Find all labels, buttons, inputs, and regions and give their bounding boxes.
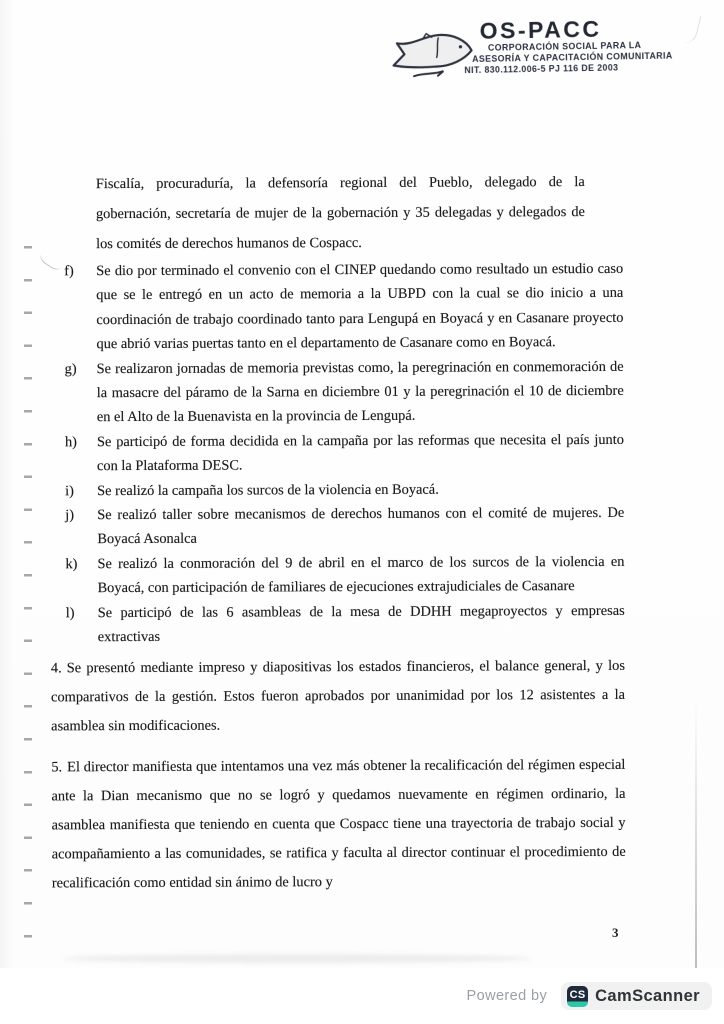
- stamp-line-1: CORPORACIÓN SOCIAL PARA LA: [487, 40, 642, 53]
- list-item-text: Se realizaron jornadas de memoria previstas como, la peregrinación en conmemoración de la masacre del páramo de la Sarna en diciembre 01 y la peregrinación el 10 de diciembre en el Alto de la Buenavista en la provincia de Lengupá.: [96, 358, 624, 426]
- list-item-i: [65, 477, 624, 504]
- paragraph-5: [51, 750, 626, 898]
- camscanner-badge-icon: CS: [567, 986, 588, 1007]
- list-item-text: Se realizó la conmoración del 9 de abril en el marco de los surcos de la violencia en Boyacá, con participación de familiares de ejecuciones extrajudiciales de Casanare: [97, 553, 625, 597]
- paragraph-text: Se presentó mediante impreso y diapositivas los estados financieros, el balance general, y los comparativos de la gestión. Estos fueron aprobados por unanimidad por los 12 asistentes a la asamblea sin modificaciones.: [51, 657, 626, 734]
- list-item-letter: i): [65, 482, 74, 499]
- intro-continuation-paragraph: Fiscalía, procuraduría, la defensoría regional del Pueblo, delegado de la gobernación, secretaría de mujer de la gobernación y 35 delegadas y delegados de los comités de derechos humanos de Cospacc.: [95, 174, 585, 253]
- paragraph-number: 5.: [51, 758, 63, 775]
- stamp-org-name: OS-PACC: [479, 15, 602, 44]
- camscanner-brand-link[interactable]: [561, 982, 712, 1010]
- camscanner-footer: [0, 968, 724, 1024]
- list-item-letter: l): [65, 604, 75, 621]
- list-item-text: Se realizó taller sobre mecanismos de derechos humanos con el comité de mujeres. De Boyacá Asonalca: [97, 504, 625, 548]
- lettered-list: [64, 257, 625, 650]
- list-item-text: Se realizó la campaña los surcos de la violencia en Boyacá.: [97, 481, 439, 499]
- list-item-h: [65, 428, 624, 479]
- list-item-k: [65, 550, 624, 601]
- list-item-g: [65, 354, 624, 430]
- list-item-letter: g): [64, 360, 77, 377]
- stamp-line-2: ASESORÍA Y CAPACITACIÓN COMUNITARIA: [472, 50, 673, 64]
- paragraph-number: 4.: [50, 659, 62, 676]
- list-item-text: Se dio por terminado el convenio con el CINEP quedando como resultado un estudio caso que se le entregó en un acto de memoria a la UBPD con la cual se dio inicio a una coordinación de trabajo coordinado tanto para Lengupá en Boyacá y en Casanare proyecto que abrió varias puertas tanto en el departamento de Casanare como en Boyacá.: [96, 260, 624, 353]
- paragraph-4: [51, 651, 625, 741]
- list-item-letter: j): [65, 507, 75, 524]
- camscanner-brand-name: CamScanner: [595, 986, 700, 1005]
- powered-by-label: Powered by: [466, 988, 548, 1004]
- list-item-text: Se participó de las 6 asambleas de la mesa de DDHH megaproyectos y empresas extractivas: [97, 602, 625, 646]
- list-item-letter: k): [65, 556, 78, 573]
- stamp-nit-line: NIT. 830.112.006-5 PJ 116 DE 2003: [464, 62, 619, 76]
- list-item-letter: h): [64, 434, 77, 451]
- list-item-j: [65, 501, 624, 552]
- paragraph-text: El director manifiesta que intentamos una vez más obtener la recalificación del régimen especial ante la Dian mecanismo que no se logró y quedamos nuevamente en régimen ordinario, la asamblea manifiesta que teniendo en cuenta que Cospacc tiene una trayectoria de trabajo social y acompañamiento a las comunidades, se ratifica y faculta al director continuar el procedimiento de recalificación como entidad sin ánimo de lucro y: [51, 756, 626, 891]
- list-item-l: [66, 599, 625, 650]
- list-item-text: Se participó de forma decidida en la campaña por las reformas que necesita el país junto con la Plataforma DESC.: [96, 431, 624, 475]
- scan-smudge: [62, 954, 532, 963]
- list-item-letter: f): [64, 263, 74, 280]
- page-number: 3: [612, 925, 619, 940]
- list-item-f: [64, 257, 623, 357]
